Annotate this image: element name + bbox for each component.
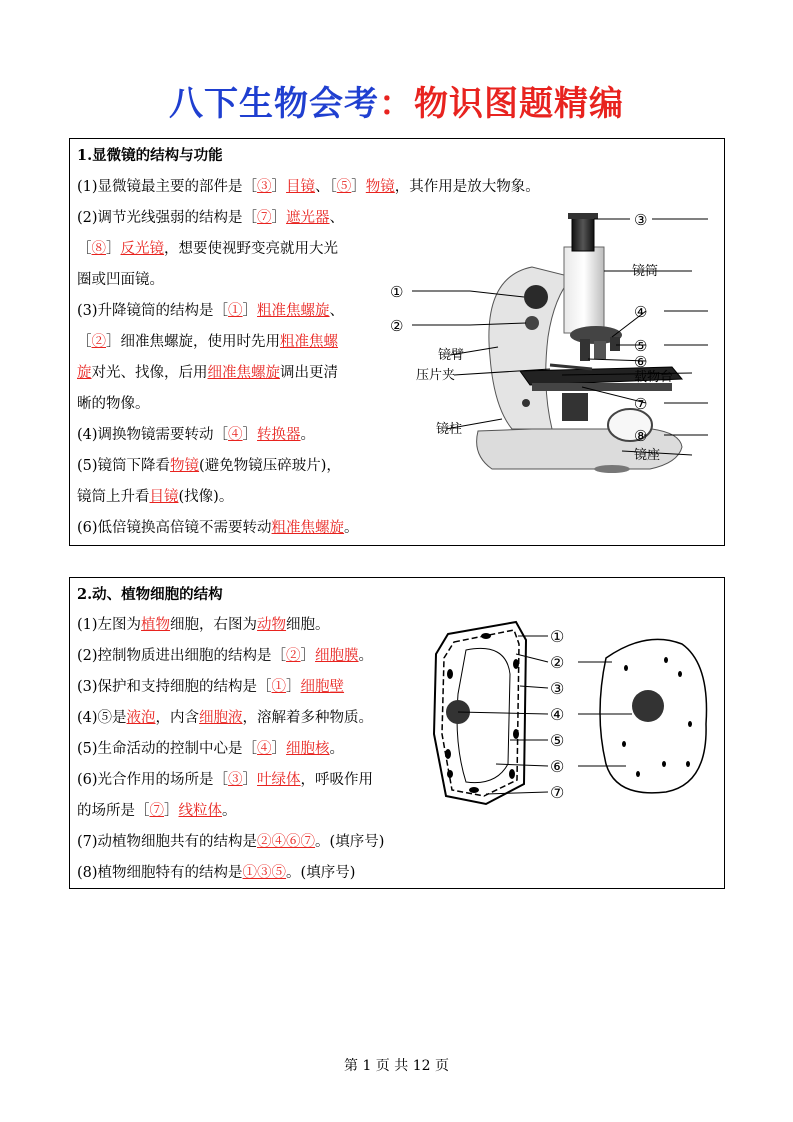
s2-q2: (2)控制物质进出细胞的结构是［②］细胞膜。 (77, 648, 374, 664)
s1-q5b: 镜筒上升看目镜(找像)。 (77, 489, 234, 505)
cell-label-7: ⑦ (550, 783, 565, 802)
cell-label-4: ④ (550, 705, 565, 724)
s1-q2: (2)调节光线强弱的结构是［⑦］遮光器、 (77, 210, 345, 226)
section1-heading: 1.显微镜的结构与功能 (77, 147, 223, 164)
s1-q6: (6)低倍镜换高倍镜不需要转动粗准焦螺旋。 (77, 520, 359, 536)
mic-label-6: ⑥ (634, 353, 648, 371)
eyepiece-rim (568, 213, 598, 219)
s1-q1: (1)显微镜最主要的部件是［③］目镜、［⑤］物镜，其作用是放大物象。 (77, 179, 540, 195)
mic-label-pillar: 镜柱 (436, 422, 463, 437)
coarse-knob (524, 285, 548, 309)
diaphragm-shape (562, 393, 588, 421)
title-part-1: 八下生物会考 (169, 84, 379, 124)
s1-q3b: ［②］细准焦螺旋，使用时先用粗准焦螺 (77, 334, 338, 350)
s1-q2b: ［⑧］反光镜，想要使视野变亮就用大光 (77, 241, 338, 257)
mic-label-tube: 镜筒 (632, 264, 659, 279)
cell-section (69, 577, 725, 889)
animal-nucleus (632, 690, 664, 722)
s2-q6: (6)光合作用的场所是［③］叶绿体，呼吸作用 (77, 772, 374, 788)
mic-label-5: ⑤ (634, 337, 648, 355)
mic-label-4: ④ (634, 303, 648, 321)
cell-label-5: ⑤ (550, 731, 565, 750)
mic-label-stage: 载物台 (634, 370, 674, 385)
cell-number-labels (550, 627, 564, 802)
s2-q3: (3)保护和支持细胞的结构是［①］细胞壁 (77, 679, 345, 695)
fine-knob (525, 316, 539, 330)
s1-q2c: 圈或凹面镜。 (77, 272, 164, 288)
s1-q5: (5)镜筒下降看物镜(避免物镜压碎玻片)， (77, 458, 341, 474)
objective-a (580, 339, 590, 361)
mic-label-2: ② (390, 317, 404, 335)
objective-b (594, 341, 606, 359)
s2-q8: (8)植物细胞特有的结构是①③⑤。(填序号) (77, 865, 356, 881)
page-footer: 第 1 页 共 12 页 (344, 1058, 449, 1074)
s1-q3: (3)升降镜筒的结构是［①］粗准焦螺旋、 (77, 303, 345, 319)
clip-shape (550, 365, 592, 369)
s2-q7: (7)动植物细胞共有的结构是②④⑥⑦。(填序号) (77, 834, 385, 850)
mic-label-3: ③ (634, 211, 648, 229)
eyepiece-shape (572, 215, 594, 251)
s1-q4: (4)调换物镜需要转动［④］转换器。 (77, 427, 316, 443)
microscope-figure (382, 207, 718, 497)
microscope-section (69, 138, 725, 546)
page-title (0, 82, 793, 126)
cell-label-2: ② (550, 653, 565, 672)
base-foot (594, 465, 630, 473)
title-part-2: ：物识图题精编 (379, 84, 624, 124)
cell-label-6: ⑥ (550, 757, 565, 776)
s1-q3d: 晰的物像。 (77, 396, 150, 412)
mic-label-7: ⑦ (634, 395, 648, 413)
s2-q5: (5)生命活动的控制中心是［④］细胞核。 (77, 741, 345, 757)
s2-q4: (4)⑤是液泡，内含细胞液，溶解着多种物质。 (77, 710, 374, 726)
leader-lines (412, 219, 708, 455)
mic-label-8: ⑧ (634, 427, 648, 445)
mic-label-clip: 压片夹 (416, 368, 456, 383)
mic-label-1: ① (390, 283, 404, 301)
body-tube (564, 247, 604, 333)
cell-label-1: ① (550, 627, 565, 646)
s1-q3c: 旋对光、找像，后用细准焦螺旋调出更清 (77, 365, 338, 381)
mic-label-arm: 镜臂 (438, 348, 465, 363)
s2-q6b: 的场所是［⑦］线粒体。 (77, 803, 237, 819)
s2-q1: (1)左图为植物细胞，右图为动物细胞。 (77, 617, 330, 633)
cell-label-3: ③ (550, 679, 565, 698)
mic-label-base: 镜座 (634, 448, 661, 463)
pillar-screw (522, 399, 530, 407)
section2-heading: 2.动、植物细胞的结构 (77, 586, 223, 603)
objective-c (610, 337, 620, 351)
cell-figure (426, 614, 718, 814)
